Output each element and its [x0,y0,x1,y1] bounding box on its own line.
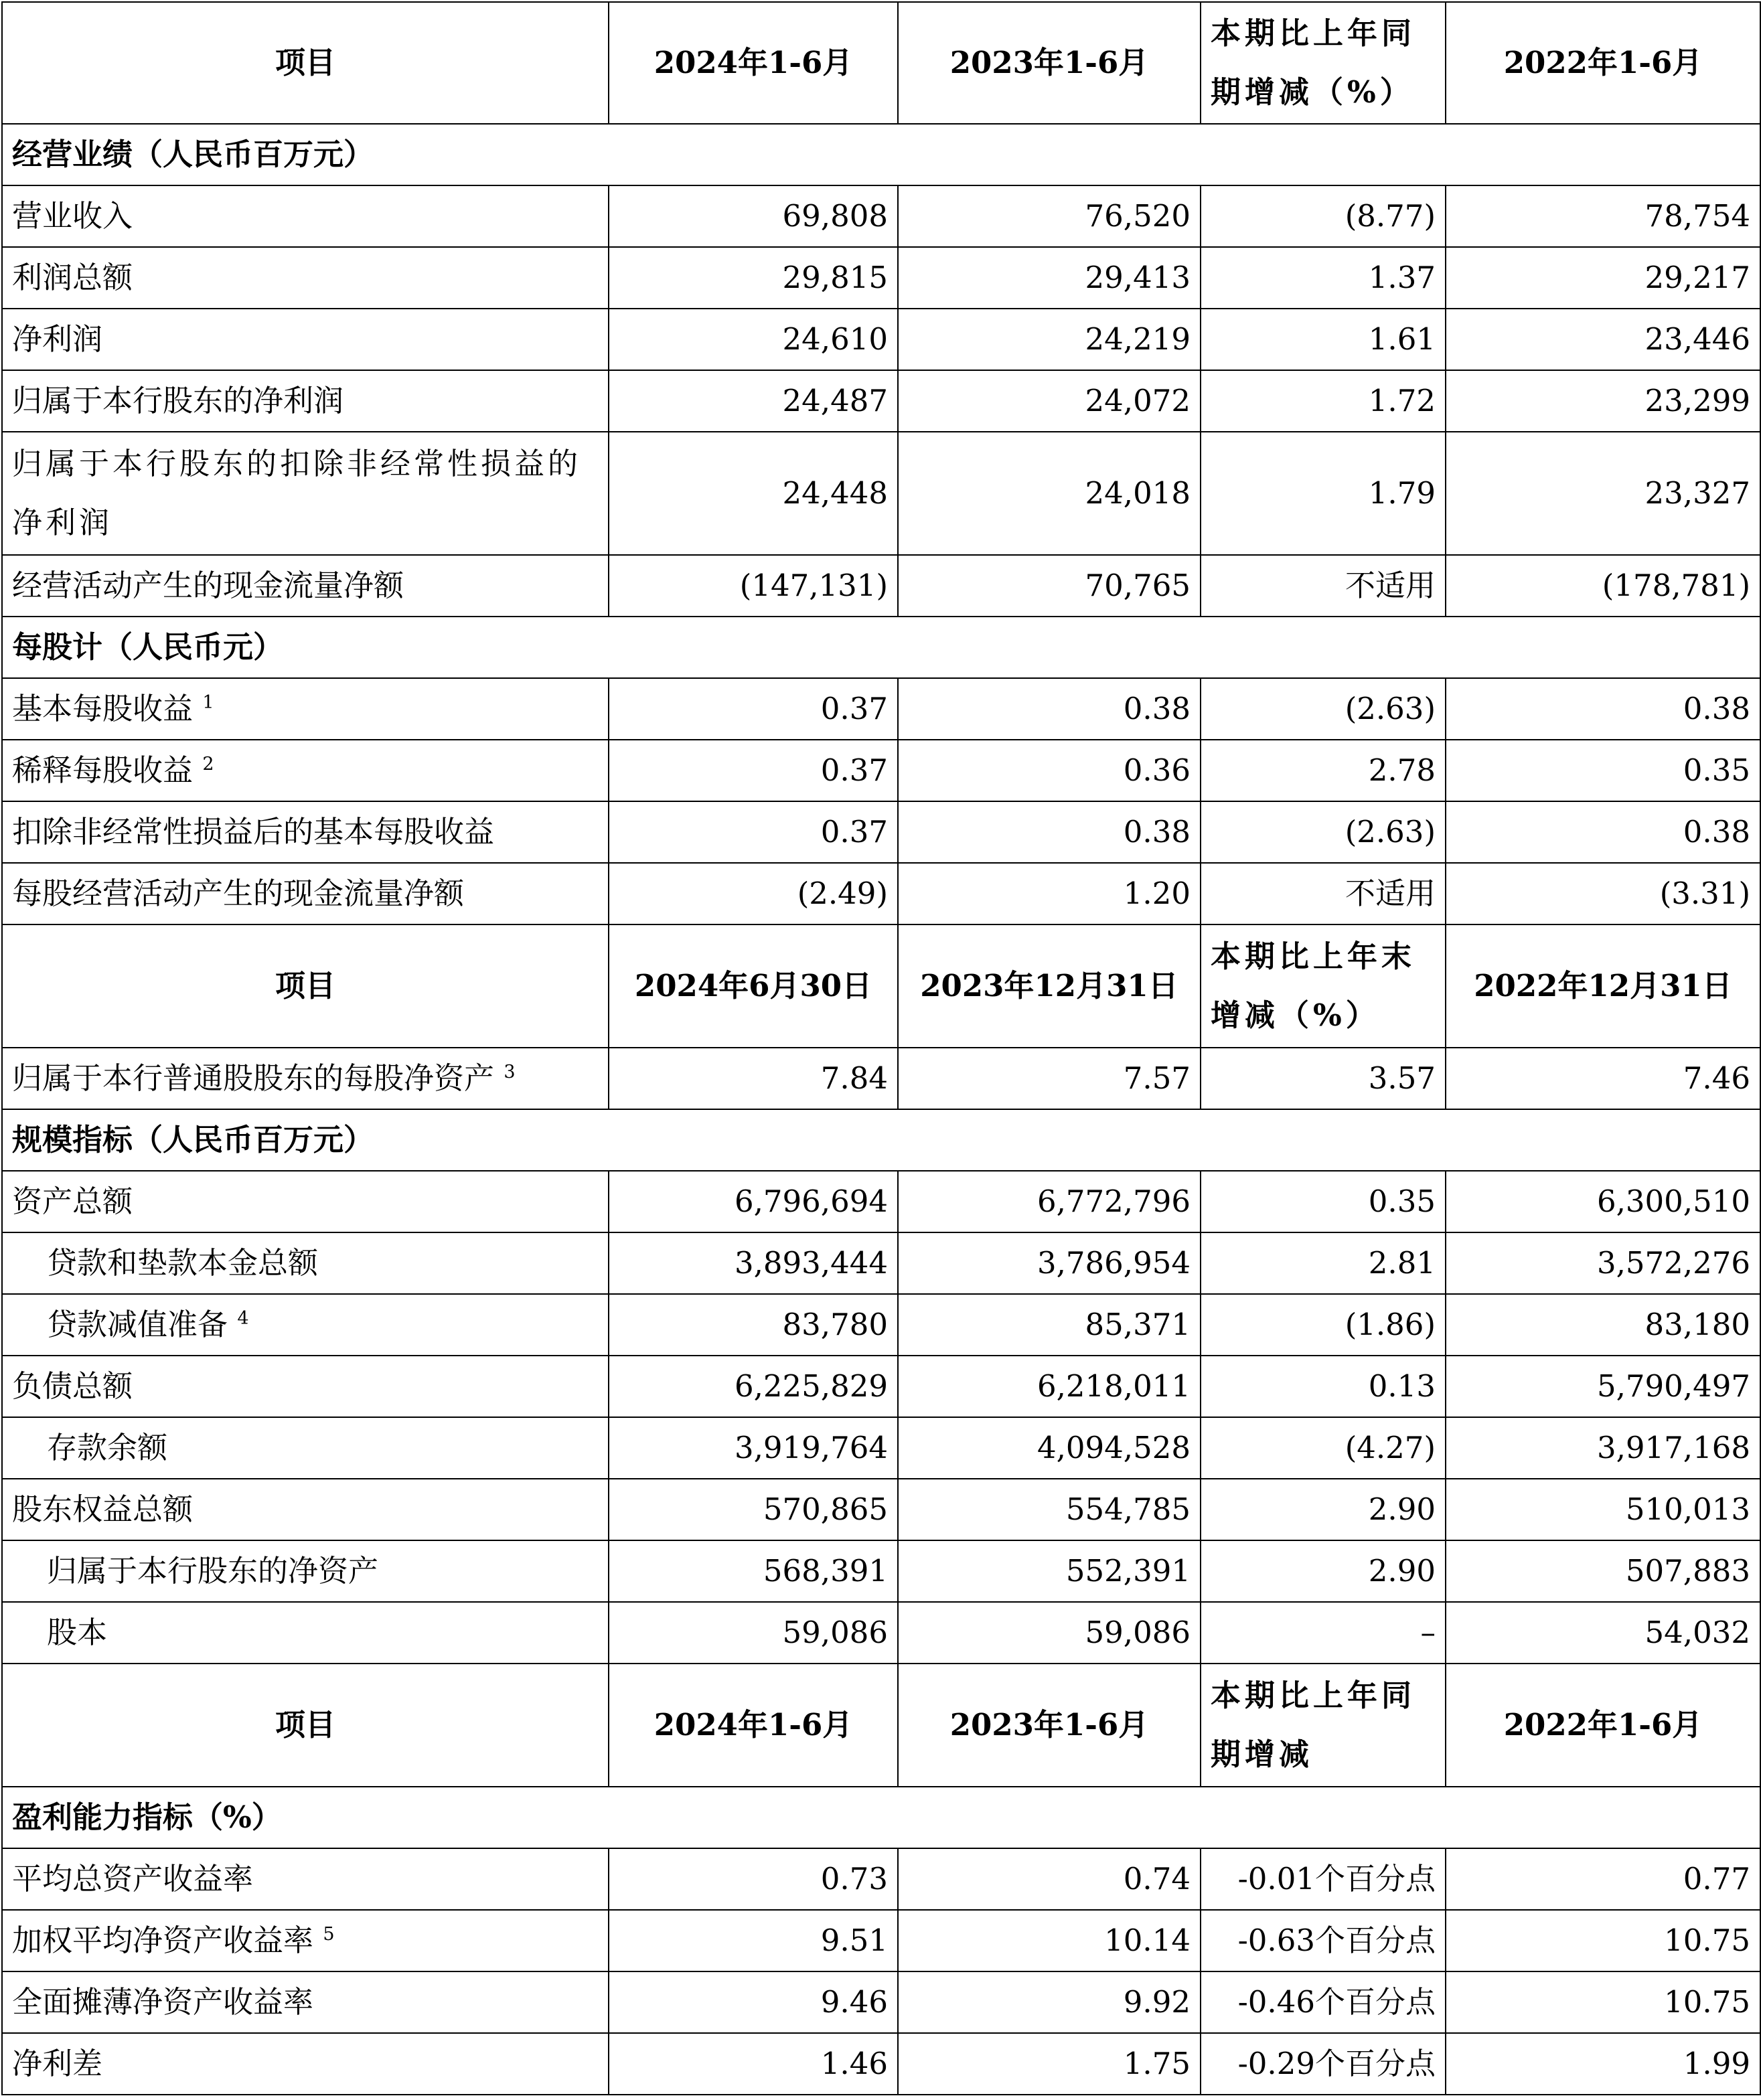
cell-value: 3,893,444 [609,1232,898,1294]
row-label: 净利差 [2,2033,609,2095]
table-row [2,1294,1760,1356]
row-label: 扣除非经常性损益后的基本每股收益 [2,801,609,863]
cell-value: 0.38 [1446,678,1760,740]
cell-value: 29,815 [609,247,898,309]
cell-value: 0.35 [1201,1171,1446,1232]
cell-value: 510,013 [1446,1479,1760,1540]
section-title-operating: 经营业绩（人民币百万元） [2,124,1760,185]
cell-value: 1.20 [898,863,1201,924]
cell-value: 23,299 [1446,370,1760,432]
header-col-1: 2024年1-6月 [609,2,898,124]
cell-value: 1.99 [1446,2033,1760,2095]
footnote-marker: 3 [504,1062,516,1082]
row-label: 营业收入 [2,185,609,247]
cell-value: 0.38 [1446,801,1760,863]
table-header-row [2,2,1760,124]
row-label: 基本每股收益 $^1$ [2,678,609,740]
table-row [2,247,1760,309]
cell-value: 10.75 [1446,1971,1760,2033]
row-label: 每股经营活动产生的现金流量净额 [2,863,609,924]
row-label: 资产总额 [2,1171,609,1232]
cell-value: (1.86) [1201,1294,1446,1356]
cell-value: 2.78 [1201,740,1446,801]
cell-value: -0.29个百分点 [1201,2033,1446,2095]
cell-value: 83,180 [1446,1294,1760,1356]
cell-value: 0.37 [609,740,898,801]
table-header-row [2,924,1760,1048]
row-label: 贷款和垫款本金总额 [2,1232,609,1294]
cell-value: 70,765 [898,555,1201,617]
row-label: 股东权益总额 [2,1479,609,1540]
header-col-4: 2022年1-6月 [1446,2,1760,124]
footnote-marker: 1 [202,692,214,713]
cell-value: 6,796,694 [609,1171,898,1232]
cell-value: 507,883 [1446,1540,1760,1602]
cell-value: 9.51 [609,1910,898,1971]
cell-value: (8.77) [1201,185,1446,247]
cell-value: 69,808 [609,185,898,247]
table-row [2,1417,1760,1479]
row-label: 存款余额 [2,1417,609,1479]
cell-value: -0.63个百分点 [1201,1910,1446,1971]
row-label: 归属于本行普通股股东的每股净资产 $^3$ [2,1048,609,1109]
footnote-marker: 4 [237,1308,249,1329]
header-col-2: 2023年1-6月 [898,1664,1201,1787]
cell-value: 3,919,764 [609,1417,898,1479]
table-row [2,1848,1760,1910]
cell-value: 59,086 [898,1602,1201,1664]
table-row [2,185,1760,247]
cell-value: 24,610 [609,309,898,370]
cell-value: 29,413 [898,247,1201,309]
cell-value: 不适用 [1201,863,1446,924]
cell-value: 0.35 [1446,740,1760,801]
cell-value: 23,327 [1446,432,1760,555]
cell-value: 7.84 [609,1048,898,1109]
table-row [2,1232,1760,1294]
cell-value: 0.38 [898,678,1201,740]
cell-value: 24,018 [898,432,1201,555]
cell-value: 2.90 [1201,1479,1446,1540]
cell-value: 2.81 [1201,1232,1446,1294]
cell-value: 不适用 [1201,555,1446,617]
cell-value: 76,520 [898,185,1201,247]
cell-value: 3.57 [1201,1048,1446,1109]
section-row [2,617,1760,678]
row-label: 加权平均净资产收益率 $^5$ [2,1910,609,1971]
header-col-1: 2024年6月30日 [609,924,898,1048]
cell-value: 3,786,954 [898,1232,1201,1294]
cell-value: 6,225,829 [609,1356,898,1417]
table-row [2,370,1760,432]
table-row [2,801,1760,863]
section-title-profit: 盈利能力指标（%） [2,1787,1760,1848]
cell-value: 0.13 [1201,1356,1446,1417]
row-label: 股本 [2,1602,609,1664]
cell-value: 24,219 [898,309,1201,370]
cell-value: 554,785 [898,1479,1201,1540]
table-row [2,1540,1760,1602]
cell-value: 24,072 [898,370,1201,432]
cell-value: 6,772,796 [898,1171,1201,1232]
table-row [2,1602,1760,1664]
cell-value: 9.92 [898,1971,1201,2033]
row-label: 平均总资产收益率 [2,1848,609,1910]
header-col-4: 2022年1-6月 [1446,1664,1760,1787]
cell-value: 24,487 [609,370,898,432]
cell-value: 6,218,011 [898,1356,1201,1417]
header-col-3: 本期比上年末增减（%） [1201,924,1446,1048]
header-item: 项目 [2,1664,609,1787]
cell-value: 2.90 [1201,1540,1446,1602]
cell-value: 29,217 [1446,247,1760,309]
cell-value: 23,446 [1446,309,1760,370]
row-label: 经营活动产生的现金流量净额 [2,555,609,617]
header-item: 项目 [2,2,609,124]
cell-value: 4,094,528 [898,1417,1201,1479]
section-row [2,1787,1760,1848]
cell-value: 7.46 [1446,1048,1760,1109]
cell-value: (4.27) [1201,1417,1446,1479]
cell-value: (147,131) [609,555,898,617]
cell-value: (3.31) [1446,863,1760,924]
cell-value: 1.46 [609,2033,898,2095]
cell-value: 0.74 [898,1848,1201,1910]
table-header-row [2,1664,1760,1787]
cell-value: 0.73 [609,1848,898,1910]
row-label: 归属于本行股东的净资产 [2,1540,609,1602]
section-title-pershare: 每股计（人民币元） [2,617,1760,678]
cell-value: 1.75 [898,2033,1201,2095]
row-label: 归属于本行股东的扣除非经常性损益的净利润 [2,432,609,555]
cell-value: 3,917,168 [1446,1417,1760,1479]
cell-value: 0.37 [609,678,898,740]
table-row [2,1910,1760,1971]
cell-value: 1.72 [1201,370,1446,432]
cell-value: 5,790,497 [1446,1356,1760,1417]
cell-value: 0.36 [898,740,1201,801]
header-col-4: 2022年12月31日 [1446,924,1760,1048]
cell-value: 3,572,276 [1446,1232,1760,1294]
section-title-scale: 规模指标（人民币百万元） [2,1109,1760,1171]
section-row [2,1109,1760,1171]
header-col-3: 本期比上年同期增减（%） [1201,2,1446,124]
financial-summary-table [1,1,1761,2095]
table-row [2,678,1760,740]
cell-value: 6,300,510 [1446,1171,1760,1232]
cell-value: 10.75 [1446,1910,1760,1971]
cell-value: – [1201,1602,1446,1664]
cell-value: 1.37 [1201,247,1446,309]
cell-value: 568,391 [609,1540,898,1602]
table-row [2,863,1760,924]
cell-value: (178,781) [1446,555,1760,617]
table-row [2,1971,1760,2033]
cell-value: 0.77 [1446,1848,1760,1910]
header-col-3: 本期比上年同期增减 [1201,1664,1446,1787]
header-col-1: 2024年1-6月 [609,1664,898,1787]
row-label: 负债总额 [2,1356,609,1417]
cell-value: 7.57 [898,1048,1201,1109]
row-label: 稀释每股收益 $^2$ [2,740,609,801]
table-row [2,309,1760,370]
cell-value: 570,865 [609,1479,898,1540]
cell-value: 1.61 [1201,309,1446,370]
header-col-2: 2023年1-6月 [898,2,1201,124]
row-label: 净利润 [2,309,609,370]
cell-value: 1.79 [1201,432,1446,555]
cell-value: 83,780 [609,1294,898,1356]
table-row [2,740,1760,801]
cell-value: 552,391 [898,1540,1201,1602]
row-label: 利润总额 [2,247,609,309]
cell-value: 0.38 [898,801,1201,863]
cell-value: 10.14 [898,1910,1201,1971]
table-row [2,2033,1760,2095]
table-row [2,555,1760,617]
cell-value: 9.46 [609,1971,898,2033]
table-row [2,1171,1760,1232]
table-row [2,1356,1760,1417]
cell-value: 0.37 [609,801,898,863]
cell-value: 78,754 [1446,185,1760,247]
table-row [2,1048,1760,1109]
cell-value: 54,032 [1446,1602,1760,1664]
table-row [2,432,1760,555]
cell-value: -0.46个百分点 [1201,1971,1446,2033]
section-row [2,124,1760,185]
row-label: 贷款减值准备 $^4$ [2,1294,609,1356]
cell-value: (2.49) [609,863,898,924]
header-col-2: 2023年12月31日 [898,924,1201,1048]
cell-value: -0.01个百分点 [1201,1848,1446,1910]
table-row [2,1479,1760,1540]
header-item: 项目 [2,924,609,1048]
cell-value: (2.63) [1201,801,1446,863]
cell-value: 24,448 [609,432,898,555]
row-label: 全面摊薄净资产收益率 [2,1971,609,2033]
row-label: 归属于本行股东的净利润 [2,370,609,432]
cell-value: (2.63) [1201,678,1446,740]
footnote-marker: 2 [202,754,214,775]
footnote-marker: 5 [323,1924,335,1945]
cell-value: 59,086 [609,1602,898,1664]
cell-value: 85,371 [898,1294,1201,1356]
